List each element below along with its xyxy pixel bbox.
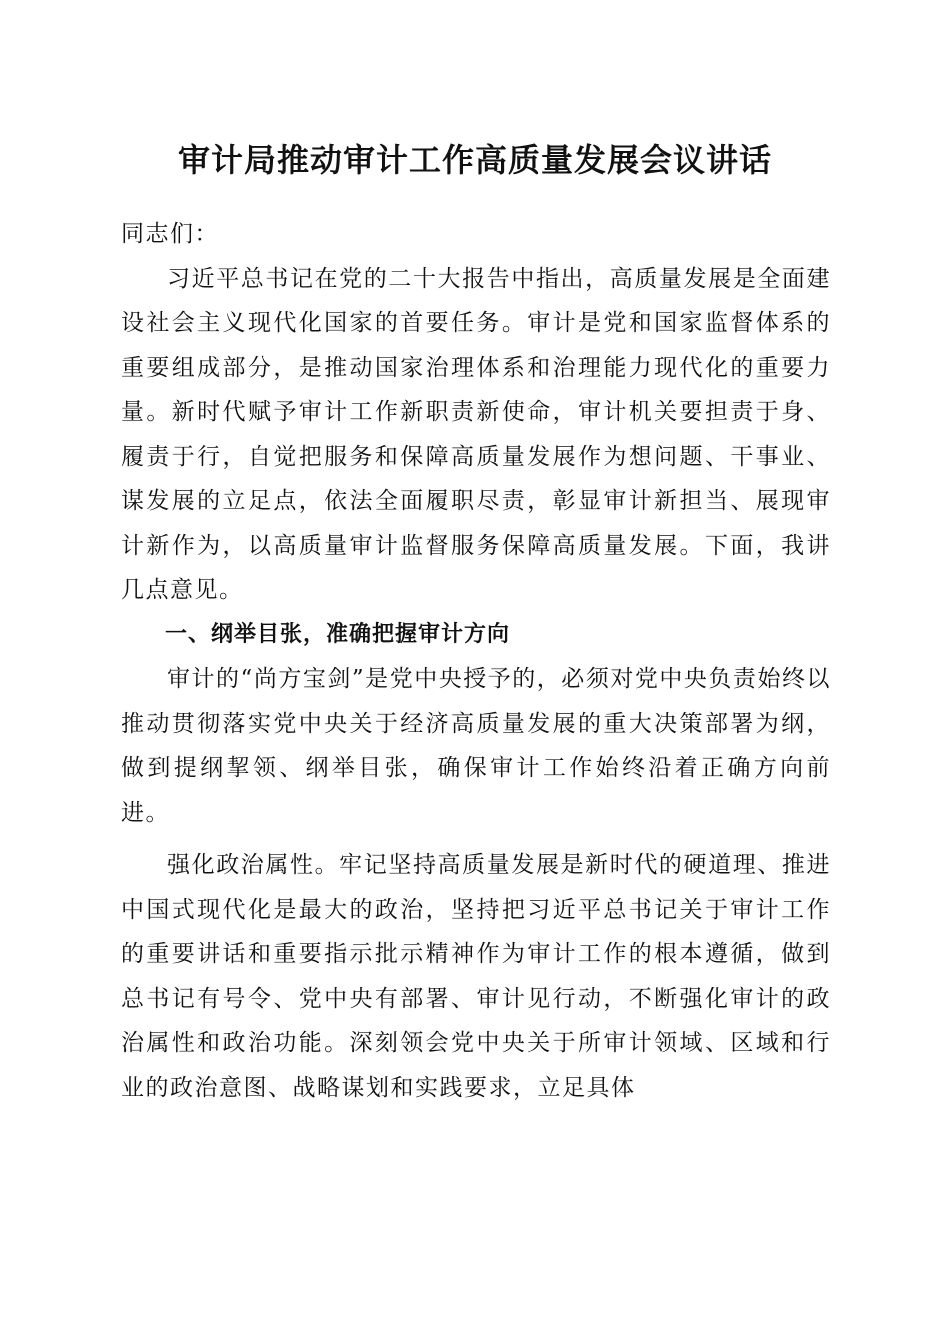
paragraph-political-attribute: 强化政治属性。牢记坚持高质量发展是新时代的硬道理、推进中国式现代化是最大的政治，坚持把习近平总书记关于审计工作的重要讲话和重要指示批示精神作为审计工作的根本遵循，做到总书记有号令、党中央有部署、审计见行动，不断强化审计的政治属性和政治功能。深刻领会党中央关于所审计领域、区域和行业的政治意图、战略谋划和实践要求，立足具体: [121, 852, 831, 1101]
salutation: 同志们：: [121, 221, 219, 247]
section-heading-1: 一、纲举目张，准确把握审计方向: [165, 621, 511, 647]
paragraph-section-1: 审计的“尚方宝剑”是党中央授予的，必须对党中央负责始终以推动贯彻落实党中央关于经济高质量发展的重大决策部署为纲，做到提纲挈领、纲举目张，确保审计工作始终沿着正确方向前进。: [121, 666, 831, 826]
document-body: [121, 212, 831, 1110]
document-title: 审计局推动审计工作高质量发展会议讲话: [177, 141, 772, 179]
paragraph-intro: 习近平总书记在党的二十大报告中指出，高质量发展是全面建设社会主义现代化国家的首要任务。审计是党和国家监督体系的重要组成部分，是推动国家治理体系和治理能力现代化的重要力量。新时代赋予审计工作新职责新使命，审计机关要担责于身、履责于行，自觉把服务和保障高质量发展作为想问题、干事业、谋发展的立足点，依法全面履职尽责，彰显审计新担当、展现审计新作为，以高质量审计监督服务保障高质量发展。下面，我讲几点意见。: [121, 265, 831, 603]
